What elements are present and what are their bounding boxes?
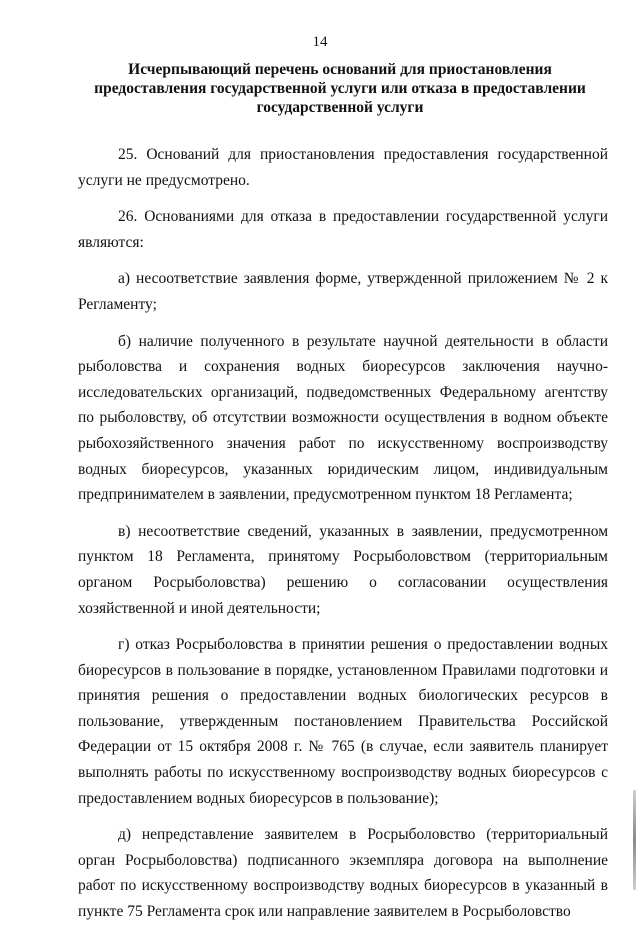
page-number: 14 [312, 34, 328, 50]
heading-line-1: Исчерпывающий перечень оснований для приостановления [128, 61, 552, 78]
paragraph-25: 25. Оснований для приостановления предоставления государственной услуги не предусмотрено. [78, 146, 608, 189]
document-body [78, 142, 608, 936]
list-item-a: а) несоответствие заявления форме, утвержденной приложением № 2 к Регламенту; [78, 270, 608, 313]
list-item-g: г) отказ Росрыболовства в принятии решения о предоставлении водных биоресурсов в пользование в порядке, установленном Правилами подготовки и принятия решения о предоставлении водных биологических ресурсов в пользование, утвержденным постановлением Правительства Российской Федерации от 15 октября 2008 г. № 765 (в случае, если заявитель планирует выполнять работы по искусственному воспроизводству водных биоресурсов с предоставлением водных биоресурсов в пользование); [78, 636, 608, 807]
list-item-b: б) наличие полученного в результате научной деятельности в области рыболовства и сохранения водных биоресурсов заключения научно-исследовательских организаций, подведомственных Федеральному агентству по рыболовству, об отсутствии возможности осуществления в водном объекте рыбохозяйственного значения работ по искусственному воспроизводству водных биоресурсов, указанных юридическим лицом, индивидуальным предпринимателем в заявлении, предусмотренном пунктом 18 Регламента; [78, 332, 608, 504]
heading-line-3: государственной услуги [256, 99, 424, 116]
scan-edge-mark [633, 790, 636, 890]
section-heading [80, 60, 600, 117]
list-item-d: д) непредставление заявителем в Росрыболовство (территориальный орган Росрыболовства) подписанного экземпляра договора на выполнение работ по искусственному воспроизводству водных биоресурсов в указанный в пункте 75 Регламента срок или направление заявителем в Росрыболовство [78, 826, 608, 921]
heading-line-2: предоставления государственной услуги или отказа в предоставлении [94, 80, 586, 97]
list-item-v: в) несоответствие сведений, указанных в заявлении, предусмотренном пунктом 18 Регламента, принятому Росрыболовством (территориальным органом Росрыболовства) решению о согласовании осуществления хозяйственной и иной деятельности; [78, 522, 608, 617]
paragraph-26: 26. Основаниями для отказа в предоставлении государственной услуги являются: [78, 208, 608, 251]
